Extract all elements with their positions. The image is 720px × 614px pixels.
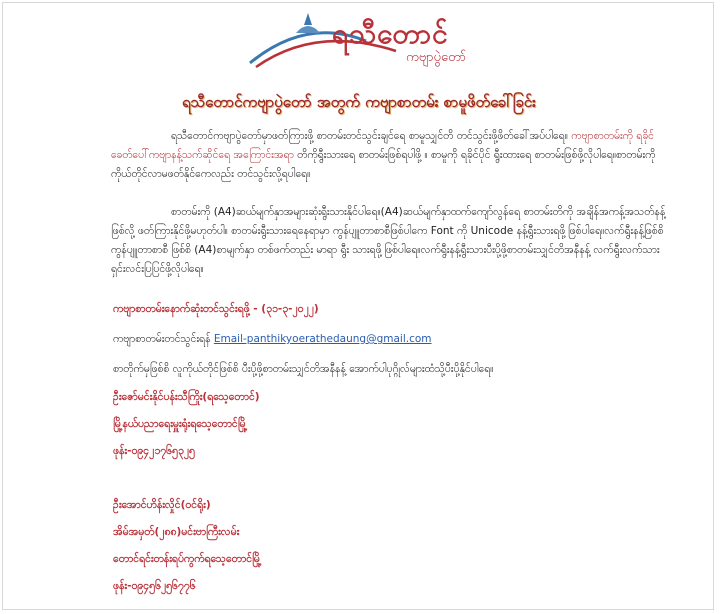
logo-subtitle: ကဗျာပွဲတော်	[406, 50, 467, 65]
contact1-phone: ဖုန်း-၀၉၄၂၁၇၆၅၃၂၅	[113, 445, 195, 457]
paragraph-1-intro: ရသီတောင်ကဗျာပွဲတော်မှာဖတ်ကြားဖို့ စာတမ်းတင်သွင်းချင်ရေ စာမူသျှင်တိ တင်သွင်းဖို့ဖိတ်ခေါ်အပ်ပါရေ။	[171, 130, 568, 142]
contact2-name: ဦးအောင်ဟိန်းလှိုင်(၀င်ရိုး)	[113, 499, 211, 511]
paragraph-1-highlight: ကဗျာစာတမ်းကို ရခိုင်ခေတ်ပေါ်ကဗျာနန့်သက်ဆိုင်ရေ အကြောင်းအရာ	[111, 130, 654, 161]
paragraph-2: စာတမ်းကို (A4)ဆယ်မျက်နှာအများဆုံးရွီးသားနိုင်ပါရေ။(A4)ဆယ်မျက်နှာထက်ကျော်လွန်ရေ စာတမ်းတိကို အချိန်အကန့်အသတ်နန့်ဖြစ်လို့ ဖတ်ကြားနိုင်ဖို့မဟုတ်ပါ။ စာတမ်းရွီးသားရေနေရာမှာ ကွန်ပျူတာစာစီဖြစ်ပါကေ Font ကို Unicode နန့်ရွီးသားရဖို့ဖြစ်ပါရေ။လက်ရွီးနန့်ဖြစ်စိ ကွန်ပျူတာစာစီ ဖြစ်စိ (A4)စာမျက်နှာ တစ်ဖက်တည်း မာရာ ရွီး သားရဖို့ဖြစ်ပါရေ။လက်ရွီးနန့်ရွီးသားပီးပို့ဖို့စာတမ်းသျှင်တိအနီနန့် လက်ရွီးလက်သား ရှင်းလင်းပြပြင်ဖို့လိုပါရေ။	[111, 206, 666, 275]
contact-intro: စာတိုက်မှဖြစ်စိ လူကိုယ်တိုင်ဖြစ်စိ ပီးပို့ဖို့စာတမ်းသျှင်တိအနီနန့် အောက်ပါပုဂ္ဂိုလ်များထံသို့ပီးပို့နိုင်ပါရေ။	[113, 363, 494, 375]
page-title: ရသီတောင်ကဗျာပွဲတော် အတွက် ကဗျာစာတမ်း စာမူဖိတ်ခေါ်ခြင်း	[182, 93, 536, 111]
contact2-phone: ဖုန်း-၀၉၄၅၆၂၅၆၇၇၆	[113, 580, 196, 592]
submit-line	[113, 333, 432, 348]
document-page	[2, 2, 714, 610]
contact2-address-2: တောင်ရင်းတန်းရပ်ကွက်ရသေ့တောင်မြို့	[113, 553, 262, 565]
submit-label: ကဗျာစာတမ်းတင်သွင်းရန်	[113, 333, 211, 345]
paragraph-1-rest: တိကိုရွီးသားရေ စာတမ်းဖြစ်ရပါဖို့ ။ စာမူကို ရခိုင်ပိုင် ရွီးထားရေ စာတမ်းဖြစ်ဖို့လိုပါရေ။စာတမ်းကို ကိုယ်တိုင်လာမဖတ်နိုင်ကေလည်း တင်သွင်းလို့ရပါရေ။	[111, 149, 656, 180]
email-link[interactable]: Email-panthikyoerathedaung@gmail.com	[213, 333, 432, 345]
deadline-line: ကဗျာစာတမ်းနောက်ဆုံးတင်သွင်းရဖို့ - (၃၁-၃-၂၀၂၂)	[113, 303, 319, 315]
contact2-address-1: အိမ်အမှတ်(၂၈၈)မင်းဗာကြီးလမ်း	[113, 526, 240, 538]
paragraph-1	[111, 127, 671, 184]
logo-title: ရသီတောင်	[332, 17, 449, 50]
contact1-address: မြို့နယ်ပညာရေးမှူးရုံးရသေ့တောင်မြို့	[113, 418, 248, 430]
logo	[246, 11, 506, 73]
contact1-name: ဦးဇော်မင်းနိုင်ပန်းသီကြိုး(ရသေ့တောင်)	[113, 391, 260, 403]
